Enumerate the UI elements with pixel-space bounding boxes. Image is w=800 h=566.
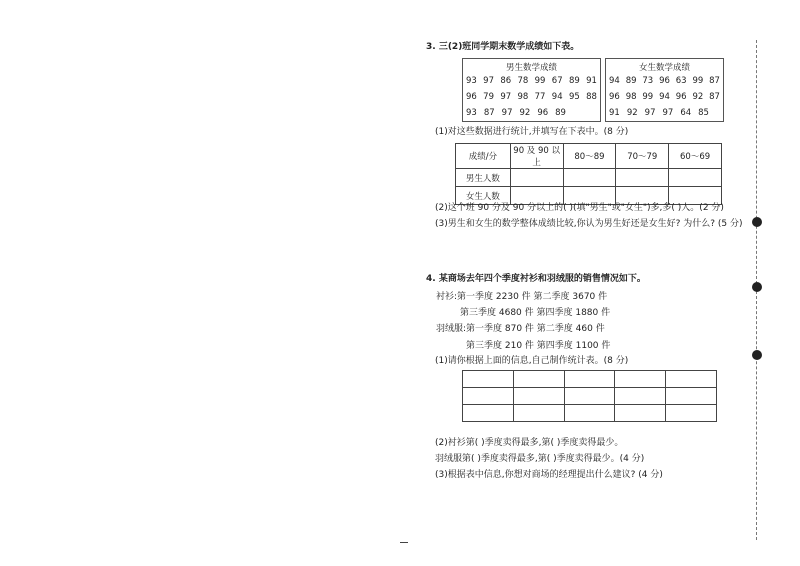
page-number-dash — [400, 542, 408, 543]
score-value: 87 — [483, 108, 495, 118]
score-value: 97 — [501, 108, 513, 118]
blank-cell[interactable] — [666, 371, 717, 388]
score-value: 89 — [568, 76, 580, 86]
stat-row-label-girls: 女生人数 — [456, 187, 511, 205]
score-value: 95 — [568, 92, 580, 102]
stat-cell[interactable] — [616, 169, 669, 187]
score-value: 63 — [675, 76, 687, 86]
score-value: 85 — [698, 108, 709, 118]
score-value: 77 — [534, 92, 546, 102]
blank-cell[interactable] — [666, 388, 717, 405]
blank-cell[interactable] — [513, 371, 564, 388]
blank-cell[interactable] — [513, 388, 564, 405]
score-value: 99 — [534, 76, 546, 86]
q4-title: 4. 某商场去年四个季度衬衫和羽绒服的销售情况如下。 — [426, 274, 646, 284]
q4-sub1: (1)请你根据上面的信息,自己制作统计表。(8 分) — [435, 356, 629, 366]
blank-cell[interactable] — [463, 405, 514, 422]
girls-table-caption: 女生数学成绩 — [638, 63, 690, 73]
score-value: 78 — [517, 76, 529, 86]
q3-title: 3. 三(2)班同学期末数学成绩如下表。 — [426, 42, 580, 52]
q3-sub3: (3)男生和女生的数学整体成绩比较,你认为男生好还是女生好? 为什么? (5 分) — [435, 219, 743, 229]
blank-cell[interactable] — [564, 371, 615, 388]
stat-cell[interactable] — [563, 169, 616, 187]
score-value: 87 — [709, 92, 720, 102]
binding-mark-3 — [752, 350, 762, 360]
blank-cell[interactable] — [615, 371, 666, 388]
score-value: 98 — [625, 92, 637, 102]
score-value: 96 — [659, 76, 670, 86]
blank-cell[interactable] — [615, 405, 666, 422]
score-value: 97 — [644, 108, 656, 118]
boys-table-caption: 男生数学成绩 — [505, 63, 557, 73]
q3-sub1: (1)对这些数据进行统计,并填写在下表中。(8 分) — [435, 127, 629, 137]
score-value: 89 — [555, 108, 566, 118]
binding-mark-1 — [752, 217, 762, 227]
score-value: 87 — [709, 76, 720, 86]
score-value: 96 — [466, 92, 477, 102]
boys-row-1 — [463, 76, 600, 86]
score-value: 89 — [625, 76, 637, 86]
q4-sub2b: 羽绒服第( )季度卖得最多,第( )季度卖得最少。(4 分) — [435, 454, 645, 464]
score-value: 96 — [609, 92, 620, 102]
blank-cell[interactable] — [513, 405, 564, 422]
q4-sub2a: (2)衬衫第( )季度卖得最多,第( )季度卖得最少。 — [435, 438, 624, 448]
blank-cell[interactable] — [615, 388, 666, 405]
blank-cell[interactable] — [564, 388, 615, 405]
score-value: 92 — [626, 108, 638, 118]
q4-line-4: 第三季度 210 件 第四季度 1100 件 — [466, 341, 611, 351]
boys-row-2 — [463, 92, 600, 102]
blank-cell[interactable] — [564, 405, 615, 422]
score-value: 91 — [609, 108, 620, 118]
score-value: 96 — [675, 92, 687, 102]
score-value: 94 — [659, 92, 670, 102]
q4-line-1: 衬衫:第一季度 2230 件 第二季度 3670 件 — [436, 292, 608, 302]
boys-row-3 — [463, 108, 600, 118]
score-value: 88 — [586, 92, 597, 102]
q3-sub2: (2)这个班 90 分及 90 分以上的( )(填"男生"或"女生")多,多( )人。(2 分) — [435, 203, 724, 213]
score-value: 93 — [466, 76, 477, 86]
score-value: 64 — [680, 108, 692, 118]
stat-cell[interactable] — [669, 169, 722, 187]
q4-sub3: (3)根据表中信息,你想对商场的经理提出什么建议? (4 分) — [435, 470, 663, 480]
boys-score-table — [462, 58, 601, 122]
score-value: 86 — [500, 76, 512, 86]
blank-cell[interactable] — [666, 405, 717, 422]
score-value: 99 — [692, 76, 704, 86]
blank-cell[interactable] — [463, 388, 514, 405]
score-value: 93 — [466, 108, 477, 118]
score-value: 73 — [642, 76, 654, 86]
stat-header-4: 60～69 — [669, 144, 722, 169]
score-value: 98 — [517, 92, 529, 102]
girls-score-table — [605, 58, 724, 122]
score-value: 96 — [537, 108, 549, 118]
score-value: 97 — [500, 92, 512, 102]
score-value: 67 — [551, 76, 563, 86]
stat-row-label-boys: 男生人数 — [456, 169, 511, 187]
score-value: 92 — [692, 92, 704, 102]
score-value: 94 — [609, 76, 620, 86]
stat-header-3: 70～79 — [616, 144, 669, 169]
stat-header-1: 90 及 90 以上 — [510, 144, 563, 169]
girls-row-2 — [606, 92, 723, 102]
stat-header-2: 80～89 — [563, 144, 616, 169]
score-value: 99 — [642, 92, 654, 102]
score-value: 79 — [483, 92, 494, 102]
q3-stat-table — [455, 143, 722, 205]
score-value: 92 — [519, 108, 531, 118]
score-value: 94 — [551, 92, 563, 102]
binding-mark-2 — [752, 282, 762, 292]
q4-line-3: 羽绒服:第一季度 870 件 第二季度 460 件 — [436, 324, 605, 334]
stat-cell[interactable] — [510, 169, 563, 187]
score-value: 91 — [586, 76, 597, 86]
score-value: 97 — [662, 108, 674, 118]
girls-row-1 — [606, 76, 723, 86]
blank-cell[interactable] — [463, 371, 514, 388]
score-value: 97 — [483, 76, 494, 86]
stat-header-0: 成绩/分 — [456, 144, 511, 169]
q4-blank-table — [462, 370, 717, 422]
girls-row-3 — [606, 108, 723, 118]
q4-line-2: 第三季度 4680 件 第四季度 1880 件 — [460, 308, 611, 318]
